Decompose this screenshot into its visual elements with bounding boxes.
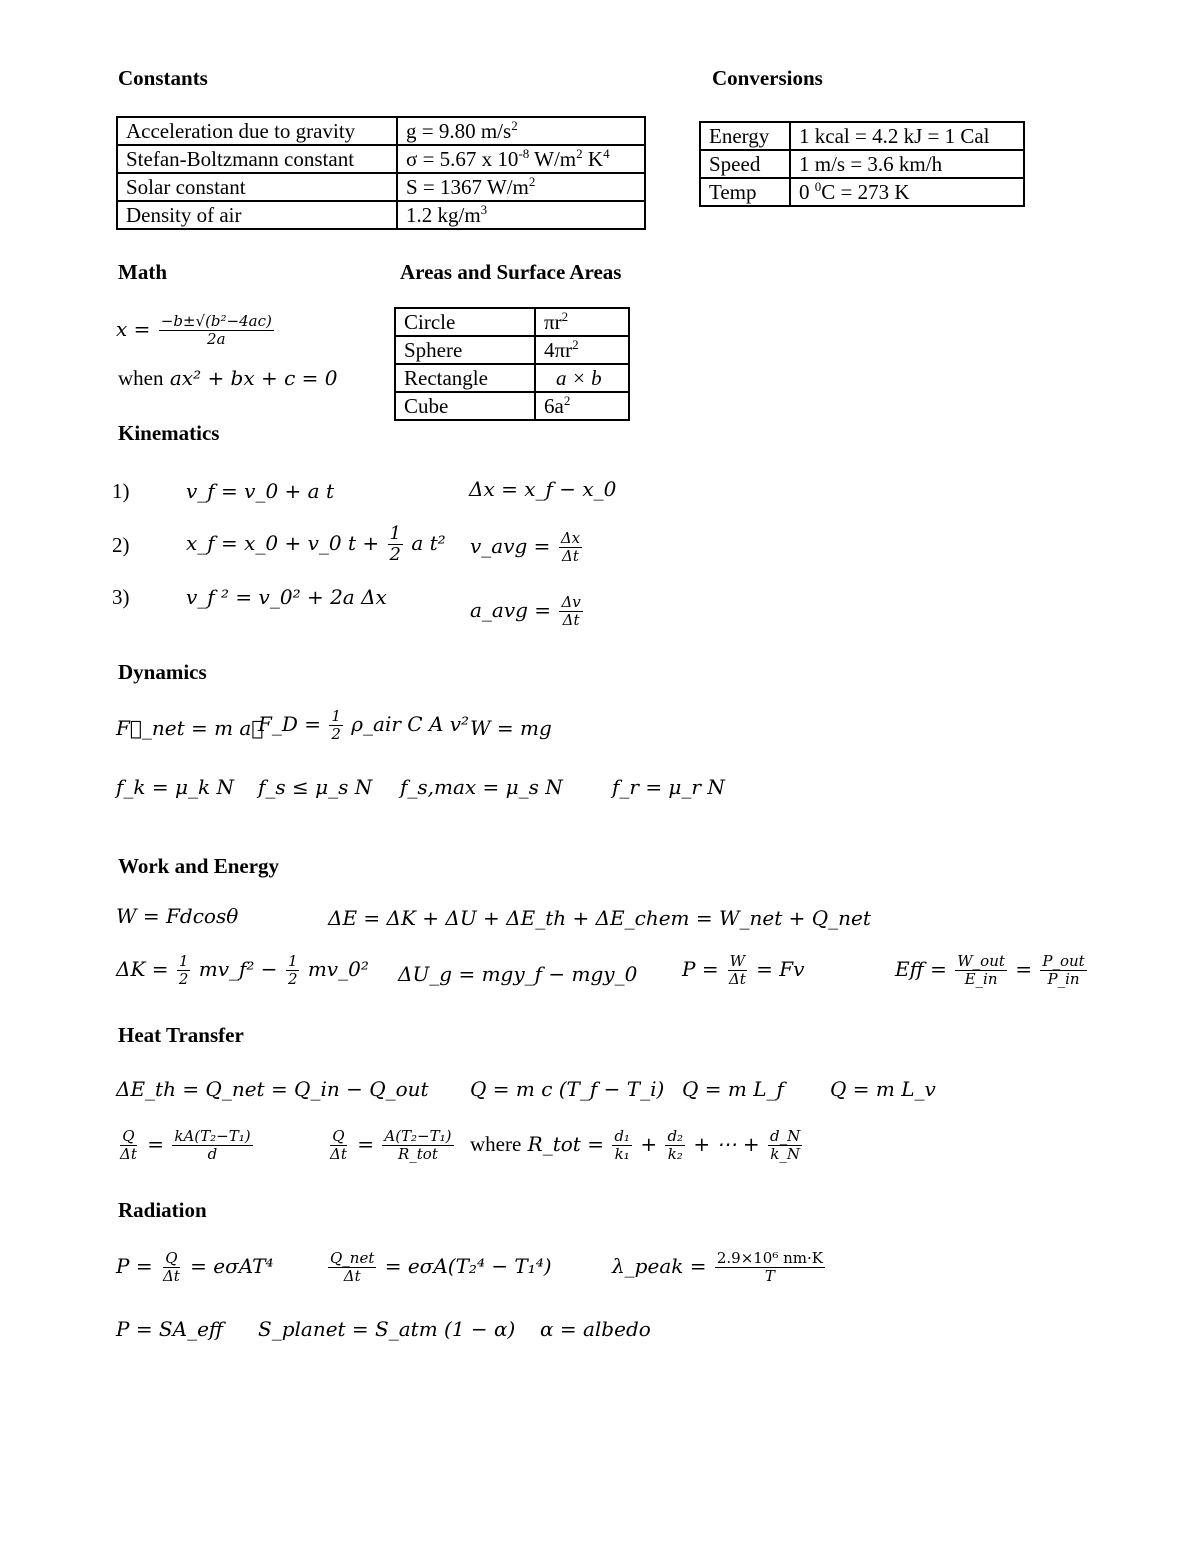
- constant-name: Solar constant: [117, 173, 397, 201]
- power-fraction: [161, 1250, 182, 1285]
- fraction-numerator: P_out: [1042, 952, 1085, 970]
- eq-part: mv_f² −: [198, 957, 278, 981]
- shape-name: Cube: [395, 392, 535, 420]
- table-row: [700, 150, 1024, 178]
- fraction-numerator: Q_net: [330, 1249, 375, 1267]
- eq-part: x_f = x_0 + v_0 t +: [186, 531, 380, 555]
- eq-part: ρ_air C A v²: [351, 712, 470, 736]
- value-sup: 2: [511, 118, 518, 133]
- total-resistance-eq: [470, 1128, 804, 1163]
- planet-flux-eq: S_planet = S_atm (1 − α): [258, 1317, 516, 1341]
- equation-number: 1): [112, 479, 130, 503]
- eq-part: P =: [116, 1254, 153, 1278]
- eq-part: = eσA(T₂⁴ − T₁⁴): [384, 1254, 552, 1278]
- value-sup: 2: [563, 393, 571, 408]
- kinematics-heading: Kinematics: [118, 421, 220, 445]
- fraction-numerator: 1: [287, 952, 298, 970]
- fraction-denominator: 2: [389, 544, 401, 565]
- fraction-numerator: 1: [389, 523, 401, 544]
- kinematics-eq3: v_f ² = v_0² + 2a Δx: [186, 585, 387, 609]
- eq-part: R_tot =: [527, 1132, 604, 1156]
- fraction-numerator: d₁: [614, 1127, 630, 1145]
- fraction-denominator: 2: [287, 970, 298, 988]
- value-text: W/m: [529, 147, 577, 171]
- fraction-denominator: 2: [178, 970, 189, 988]
- fraction-numerator: d₂: [667, 1127, 684, 1145]
- eq-part: mv_0²: [307, 957, 369, 981]
- resistance-fraction: [382, 1128, 453, 1163]
- shape-name: Sphere: [395, 336, 535, 364]
- eq-part: =: [357, 1132, 374, 1156]
- half-fraction: [388, 524, 403, 565]
- radiation-heading: Radiation: [118, 1198, 207, 1222]
- static-friction-eq: f_s ≤ μ_s N: [258, 775, 373, 799]
- value-sup: 2: [572, 337, 579, 352]
- efficiency-fraction: [955, 953, 1007, 988]
- eq-part: + ⋯ +: [693, 1132, 760, 1156]
- latent-heat-vapor-eq: Q = m L_v: [830, 1077, 936, 1101]
- kinetic-energy-change-eq: [116, 953, 369, 988]
- value-sup: 2: [576, 146, 583, 161]
- constant-value: [397, 201, 645, 229]
- aavg-fraction: [559, 594, 582, 629]
- value-text: 4πr: [544, 338, 573, 362]
- displacement-eq: Δx = x_f − x_0: [469, 477, 617, 501]
- value-sup: 3: [480, 202, 488, 217]
- shape-name: Rectangle: [395, 364, 535, 392]
- table-row: [395, 336, 629, 364]
- conversion-value: 1 m/s = 3.6 km/h: [790, 150, 1024, 178]
- table-row: [395, 364, 629, 392]
- effective-power-eq: P = SA_eff: [116, 1317, 224, 1341]
- eq-part: ΔK =: [116, 957, 169, 981]
- conversion-name: Temp: [700, 178, 790, 206]
- dynamics-heading: Dynamics: [118, 660, 207, 684]
- eq-part: = eσAT⁴: [190, 1254, 274, 1278]
- eq-part: =: [1015, 957, 1033, 981]
- fraction-denominator: k_N: [770, 1145, 800, 1163]
- eq-part: Eff =: [895, 957, 947, 981]
- efficiency-fraction: [1040, 953, 1086, 988]
- table-row: [700, 122, 1024, 150]
- table-row: [117, 117, 645, 145]
- equation-number: 3): [112, 585, 130, 609]
- constant-value: [397, 145, 645, 173]
- heat-transfer-heading: Heat Transfer: [118, 1023, 244, 1047]
- areas-heading: Areas and Surface Areas: [400, 260, 622, 284]
- fraction-denominator: E_in: [964, 970, 998, 988]
- eq-part: F_D =: [258, 712, 322, 736]
- power-eq: [682, 953, 804, 988]
- efficiency-eq: [895, 953, 1089, 988]
- value-text: 6a: [544, 394, 564, 418]
- fraction-denominator: Δt: [120, 1145, 137, 1163]
- conversions-heading: Conversions: [712, 66, 823, 90]
- rolling-friction-eq: f_r = μ_r N: [612, 775, 725, 799]
- rate-fraction: [328, 1128, 349, 1163]
- fraction-numerator: −b±√(b²−4ac): [160, 312, 272, 330]
- value-text: S = 1367 W/m: [406, 175, 529, 199]
- fraction-denominator: 2a: [207, 330, 226, 348]
- fraction-numerator: 1: [178, 952, 189, 970]
- value-text: 1.2 kg/m: [406, 203, 481, 227]
- kinematics-eq1: v_f = v_0 + a t: [186, 479, 334, 503]
- value-text: σ = 5.67 x 10: [406, 147, 519, 171]
- fraction-denominator: T: [764, 1267, 775, 1285]
- value-sup: 4: [603, 146, 610, 161]
- fraction-denominator: P_in: [1047, 970, 1080, 988]
- eq-part: =: [147, 1132, 164, 1156]
- conduction-eq: [116, 1128, 255, 1163]
- areas-table: [394, 307, 630, 421]
- fraction-numerator: Δv: [561, 593, 581, 611]
- conduction-fraction: [172, 1128, 252, 1163]
- eq-part: a_avg =: [470, 598, 552, 622]
- energy-conservation-eq: ΔE = ΔK + ΔU + ΔE_th + ΔE_chem = W_net + Q_net: [328, 906, 871, 930]
- resistance-term: [612, 1128, 632, 1163]
- half-fraction: [329, 708, 343, 743]
- fraction-numerator: W_out: [957, 952, 1005, 970]
- vavg-fraction: [559, 530, 582, 565]
- work-energy-heading: Work and Energy: [118, 854, 280, 878]
- conversions-table: [699, 121, 1025, 207]
- conversion-value: [790, 178, 1024, 206]
- quadratic-formula: x = $\frac{\text{−b±√(b²−4ac)}}{2a}$: [116, 312, 272, 348]
- resistance-term: [665, 1128, 685, 1163]
- eq-part: λ_peak =: [612, 1254, 707, 1278]
- newton-second-law: F⃗_net = m a⃗: [116, 716, 264, 740]
- fraction-numerator: 2.9×10⁶ nm·K: [716, 1249, 823, 1267]
- value-sup: 2: [528, 174, 536, 189]
- thermal-resistance-eq: [326, 1128, 456, 1163]
- kinetic-friction-eq: f_k = μ_k N: [116, 775, 234, 799]
- table-row: [117, 201, 645, 229]
- fraction-denominator: Δt: [343, 1267, 361, 1285]
- specific-heat-eq: Q = m c (T_f − T_i): [470, 1077, 665, 1101]
- eq-part: +: [640, 1132, 658, 1156]
- fraction-numerator: kA(T₂−T₁): [174, 1127, 251, 1145]
- value-text: πr: [544, 310, 562, 334]
- equation-number: 2): [112, 533, 130, 557]
- fraction-numerator: W: [729, 952, 746, 970]
- rate-fraction: [118, 1128, 139, 1163]
- fraction-denominator: 2: [331, 725, 341, 743]
- value-text: g = 9.80 m/s: [406, 119, 512, 143]
- area-value: [535, 392, 629, 420]
- table-row: [395, 392, 629, 420]
- area-value: a × b: [535, 364, 629, 392]
- half-fraction: [286, 953, 300, 988]
- value-sup: -8: [518, 146, 530, 161]
- table-row: [117, 145, 645, 173]
- constant-name: Acceleration due to gravity: [117, 117, 397, 145]
- fraction-denominator: Δt: [162, 1267, 180, 1285]
- eq-part: v_avg =: [470, 534, 551, 558]
- shape-name: Circle: [395, 308, 535, 336]
- conversion-value: 1 kcal = 4.2 kJ = 1 Cal: [790, 122, 1024, 150]
- fraction-numerator: Q: [122, 1127, 135, 1145]
- fraction-numerator: Δx: [560, 529, 581, 547]
- when-label: when: [118, 366, 164, 390]
- fraction-numerator: d_N: [770, 1127, 801, 1145]
- area-value: [535, 308, 629, 336]
- net-radiation-eq: [326, 1250, 552, 1285]
- constants-table: [116, 116, 646, 230]
- fraction-denominator: d: [207, 1145, 218, 1163]
- constant-name: Stefan-Boltzmann constant: [117, 145, 397, 173]
- value-sup: 2: [561, 309, 569, 324]
- fraction-denominator: R_tot: [397, 1145, 438, 1163]
- eq-part: = Fv: [756, 957, 805, 981]
- fraction-denominator: k₂: [667, 1145, 683, 1163]
- value-sup: 0: [814, 179, 822, 194]
- albedo-def: α = albedo: [540, 1317, 651, 1341]
- fraction-denominator: Δt: [728, 970, 746, 988]
- half-fraction: [177, 953, 191, 988]
- table-row: [395, 308, 629, 336]
- fraction-numerator: Q: [332, 1127, 345, 1145]
- value-text: C = 273 K: [821, 180, 910, 204]
- fraction-numerator: Q: [165, 1249, 178, 1267]
- fraction-denominator: Δt: [562, 611, 580, 629]
- math-heading: Math: [118, 260, 167, 284]
- fraction-denominator: k₁: [614, 1145, 630, 1163]
- power-fraction: [727, 953, 748, 988]
- average-acceleration-eq: [470, 594, 585, 629]
- table-row: [117, 173, 645, 201]
- gravitational-pe-eq: ΔU_g = mgy_f − mgy_0: [398, 962, 638, 986]
- wien-law-eq: [612, 1250, 827, 1285]
- drag-force-eq: [258, 708, 469, 743]
- where-label: where: [470, 1132, 522, 1156]
- resistance-term: [768, 1128, 802, 1163]
- weight-eq: W = mg: [470, 716, 552, 740]
- fraction-numerator: A(T₂−T₁): [384, 1127, 452, 1145]
- constants-heading: Constants: [118, 66, 208, 90]
- constant-value: [397, 117, 645, 145]
- table-row: [700, 178, 1024, 206]
- latent-heat-fusion-eq: Q = m L_f: [682, 1077, 784, 1101]
- value-text: 0: [799, 180, 815, 204]
- conversion-name: Energy: [700, 122, 790, 150]
- constant-value: [397, 173, 645, 201]
- fraction-denominator: Δt: [562, 547, 579, 565]
- kinematics-eq2: [186, 524, 446, 565]
- fraction-denominator: Δt: [330, 1145, 347, 1163]
- value-text: K: [582, 147, 604, 171]
- average-velocity-eq: [470, 530, 584, 565]
- eq-part: P =: [682, 957, 719, 981]
- work-eq: W = Fdcosθ: [116, 904, 239, 928]
- quadratic-fraction: [159, 313, 274, 348]
- quadratic-equation: ax² + bx + c = 0: [169, 366, 338, 390]
- stefan-boltzmann-eq: [116, 1250, 273, 1285]
- thermal-energy-eq: ΔE_th = Q_net = Q_in − Q_out: [116, 1077, 429, 1101]
- area-value: [535, 336, 629, 364]
- max-static-friction-eq: f_s,max = μ_s N: [400, 775, 563, 799]
- conversion-name: Speed: [700, 150, 790, 178]
- wien-fraction: [715, 1250, 825, 1285]
- constant-name: Density of air: [117, 201, 397, 229]
- fraction-numerator: 1: [331, 707, 341, 725]
- eq-part: a t²: [411, 531, 446, 555]
- quadratic-condition: [118, 366, 338, 391]
- net-rate-fraction: [328, 1250, 376, 1285]
